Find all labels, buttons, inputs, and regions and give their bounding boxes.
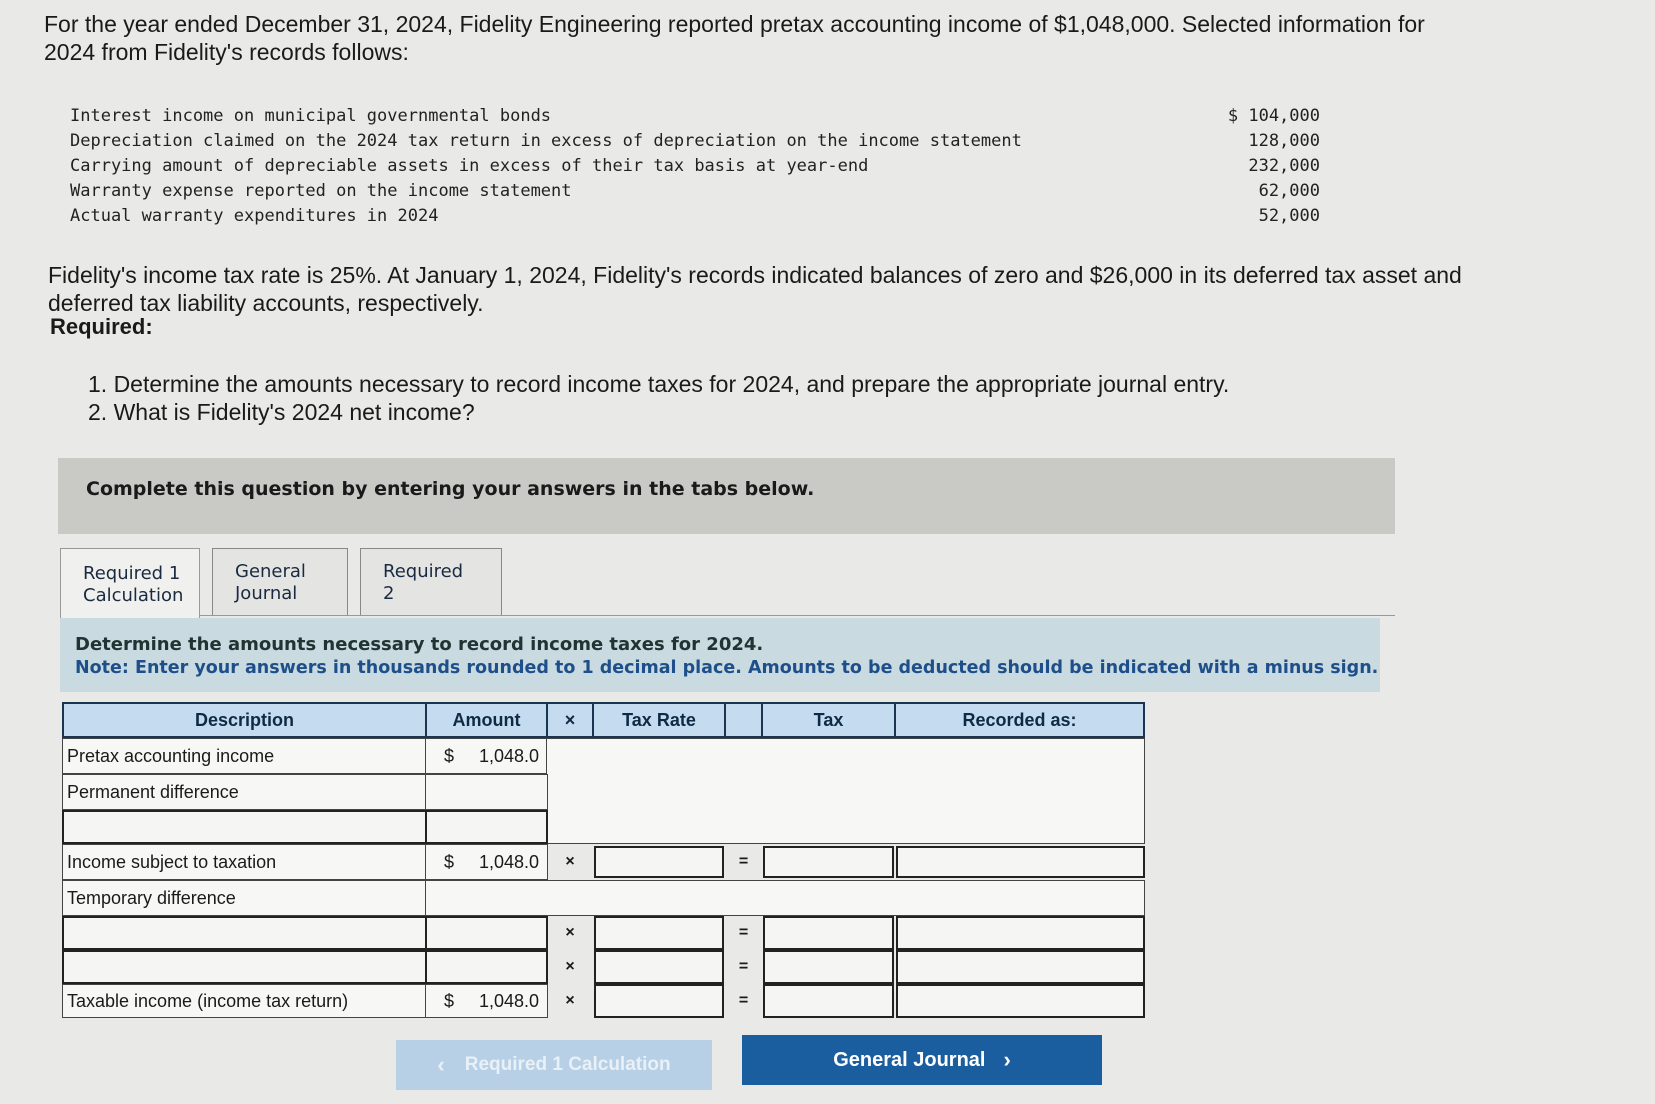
chevron-left-icon: ‹	[437, 1052, 445, 1077]
tab-divider	[200, 615, 1395, 616]
tab-label: Required 2	[383, 560, 464, 604]
tax-rate-input-4[interactable]	[594, 984, 724, 1018]
instruction-panel	[60, 618, 1380, 692]
records-table	[70, 104, 1320, 229]
tab-label: Required 1	[83, 562, 181, 584]
tax-input-4[interactable]	[763, 984, 894, 1018]
header-amount: Amount	[425, 702, 548, 738]
equals-sign: =	[738, 958, 749, 975]
amount-value: 1,048.0	[478, 851, 539, 872]
record-row	[70, 179, 1320, 204]
record-amount: 52,000	[1258, 206, 1320, 226]
record-row	[70, 204, 1320, 229]
header-tax-rate: Tax Rate	[592, 702, 726, 738]
label-pretax-income: Pretax accounting income	[62, 738, 427, 774]
equals-sign: =	[738, 992, 749, 1009]
header-tax: Tax	[761, 702, 896, 738]
equals-sign: =	[738, 853, 749, 870]
temporary-blank	[425, 880, 1145, 916]
currency-symbol: $	[444, 851, 455, 872]
permanent-difference-amount-input[interactable]	[425, 810, 548, 844]
times-sign: ×	[565, 853, 575, 870]
questions-list	[88, 370, 1229, 426]
chevron-right-icon: ›	[1003, 1047, 1011, 1072]
tax-calculation-table	[62, 702, 1145, 1018]
tax-input-2[interactable]	[763, 916, 894, 950]
temporary-amount-input-1[interactable]	[425, 916, 548, 950]
record-label: Depreciation claimed on the 2024 tax return in excess of depreciation on the income statement	[70, 131, 1022, 151]
label-taxable-income: Taxable income (income tax return)	[62, 984, 427, 1018]
amount-taxable	[425, 984, 548, 1018]
problem-intro: For the year ended December 31, 2024, Fidelity Engineering reported pretax accounting income of $1,048,000. Selected information for 2024 from Fidelity's records follows:	[44, 11, 1425, 65]
next-tab-button[interactable]	[742, 1035, 1102, 1085]
amount-value: 1,048.0	[478, 745, 539, 766]
times-sign: ×	[565, 924, 575, 941]
instructions-banner	[58, 458, 1395, 534]
tab-required-2[interactable]	[360, 548, 502, 616]
times-sign: ×	[565, 992, 575, 1009]
required-heading: Required:	[50, 314, 153, 339]
amount-income-subject	[425, 844, 548, 880]
recorded-as-input-1[interactable]	[896, 846, 1145, 878]
tab-required-1-calculation[interactable]	[60, 548, 200, 620]
temporary-amount-input-2[interactable]	[425, 950, 548, 984]
record-row	[70, 129, 1320, 154]
times-sign: ×	[565, 958, 575, 975]
instruction-note: Note: Enter your answers in thousands rounded to 1 decimal place. Amounts to be deducted should be indicated with a minus sign.	[75, 658, 1379, 678]
banner-text: Complete this question by entering your answers in the tabs below.	[86, 478, 815, 500]
question-2: 2. What is Fidelity's 2024 net income?	[88, 399, 475, 425]
label-permanent-difference: Permanent difference	[62, 774, 427, 810]
permanent-difference-description-input[interactable]	[62, 810, 427, 844]
tab-general-journal[interactable]	[212, 548, 348, 616]
header-equals	[724, 702, 763, 738]
currency-symbol: $	[444, 745, 455, 766]
amount-pretax	[425, 738, 548, 774]
equals-sign: =	[738, 924, 749, 941]
tab-label: Calculation	[83, 584, 184, 606]
label-temporary-difference: Temporary difference	[62, 880, 427, 916]
recorded-as-input-4[interactable]	[896, 984, 1145, 1018]
record-label: Actual warranty expenditures in 2024	[70, 206, 439, 226]
record-label: Warranty expense reported on the income statement	[70, 181, 572, 201]
record-label: Interest income on municipal governmental bonds	[70, 106, 552, 126]
record-amount: 232,000	[1248, 156, 1320, 176]
tax-rate-paragraph: Fidelity's income tax rate is 25%. At January 1, 2024, Fidelity's records indicated balances of zero and $26,000 in its deferred tax asset and deferred tax liability accounts, respectively.	[48, 262, 1462, 316]
label-income-subject: Income subject to taxation	[62, 844, 427, 880]
header-recorded-as: Recorded as:	[894, 702, 1145, 738]
temporary-description-input-1[interactable]	[62, 916, 427, 950]
record-amount: 128,000	[1248, 131, 1320, 151]
recorded-as-input-2[interactable]	[896, 916, 1145, 950]
record-row	[70, 154, 1320, 179]
tax-input-3[interactable]	[763, 950, 894, 984]
permanent-amount-empty	[425, 774, 548, 810]
record-amount: 62,000	[1258, 181, 1320, 201]
instruction-text: Determine the amounts necessary to record income taxes for 2024.	[75, 634, 764, 655]
next-button-label: General Journal	[833, 1048, 986, 1071]
tax-rate-input-2[interactable]	[594, 916, 724, 950]
recorded-as-input-3[interactable]	[896, 950, 1145, 984]
record-amount: $ 104,000	[1227, 106, 1320, 126]
tab-label: General	[235, 560, 306, 582]
blank-area	[546, 738, 1145, 844]
tax-input-1[interactable]	[763, 846, 894, 878]
prev-button-label: Required 1 Calculation	[464, 1054, 671, 1075]
tab-label: Journal	[235, 582, 298, 604]
temporary-description-input-2[interactable]	[62, 950, 427, 984]
question-1: 1. Determine the amounts necessary to record income taxes for 2024, and prepare the appropriate journal entry.	[88, 371, 1230, 397]
record-label: Carrying amount of depreciable assets in excess of their tax basis at year-end	[70, 156, 869, 176]
prev-tab-button[interactable]	[396, 1040, 712, 1090]
record-row	[70, 104, 1320, 129]
header-times: ×	[546, 702, 594, 738]
currency-symbol: $	[444, 990, 455, 1011]
amount-value: 1,048.0	[478, 990, 539, 1011]
header-description: Description	[62, 702, 427, 738]
tax-rate-input-1[interactable]	[594, 846, 724, 878]
tax-rate-input-3[interactable]	[594, 950, 724, 984]
